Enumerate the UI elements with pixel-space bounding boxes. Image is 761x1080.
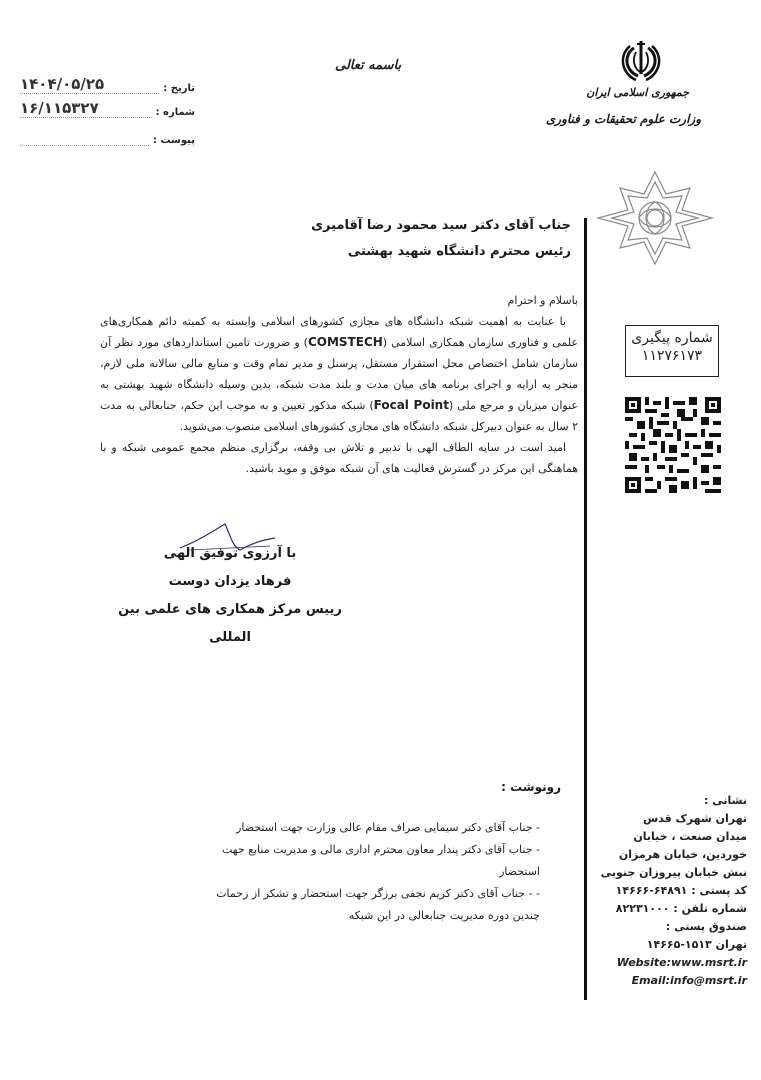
date-value: ۱۴۰۴/۰۵/۲۵ (20, 75, 105, 93)
tracking-box (625, 325, 719, 377)
focal-point-term: Focal Point (373, 398, 449, 412)
closing-phrase: با آرزوی توفیق الهی (163, 546, 297, 561)
postal-code: کد پستی : ۶۴۸۹۱-۱۴۶۶۶ (615, 884, 747, 897)
address-line: میدان صنعت ، خیابان (633, 830, 747, 843)
website-link[interactable]: Website:www.msrt.ir (616, 956, 747, 969)
government-name: جمهوری اسلامی ایران (586, 86, 689, 99)
ministry-address (587, 792, 747, 990)
paragraph-1-part-3: ) شبکه مذکور تعیین و به موجب این حکم، جنابعالی به مدت ۲ سال به عنوان دبیرکل شبکه دانشگاه های مجازی کشورهای اسلامی منصوب می‌شوید. (100, 399, 578, 433)
greeting: باسلام و احترام (507, 294, 578, 307)
po-box-label: صندوق پستی : (665, 920, 747, 933)
tracking-number: ۱۱۲۷۶۱۷۳ (641, 348, 703, 364)
addressee-name: جناب آقای دکتر سید محمود رضا آقامیری (311, 218, 571, 233)
iran-emblem-icon (620, 38, 662, 82)
number-value: ۱۶/۱۱۵۳۲۷ (20, 99, 99, 117)
addressee-title: رئیس محترم دانشگاه شهید بهشتی (347, 244, 571, 259)
number-line (20, 99, 152, 118)
signatory-name: فرهاد یزدان دوست (168, 574, 292, 589)
date-row (20, 74, 195, 94)
signatory-title: رییس مرکز همکاری های علمی بین المللی (118, 602, 342, 645)
email-link[interactable]: Email:info@msrt.ir (631, 974, 747, 987)
attachment-line (20, 132, 149, 146)
letter-body (100, 290, 578, 479)
qr-code-icon[interactable] (625, 397, 721, 493)
tracking-label: شماره پیگیری (631, 330, 713, 346)
paragraph-1-part-2: ) و ضرورت تامین استانداردهای مورد نظر آن سازمان شامل اختصاص محل استقرار مستقل، پرسنل و مدیر تمام وقت و منابع مالی سالانه ملی لازم، منجر به ارایه و اجرای برنامه های میان مدت و بلند مدت شبکه، بدین وسیله دانشگاه شهید بهشتی به عنوان میزبان و مرجع ملی ( (100, 336, 578, 412)
address-line: خوردین، خیابان هرمزان (618, 848, 747, 861)
cc-item: - جناب آقای دکتر سیمایی صراف مقام عالی وزارت جهت استحضار (236, 821, 540, 834)
number-row (20, 98, 195, 118)
paragraph-1 (100, 311, 578, 437)
cc-item: - جناب آقای دکتر پندار معاون محترم اداری مالی و مدیریت منابع جهت استحضار (221, 843, 540, 878)
ministry-name: وزارت علوم تحقیقات و فناوری (545, 112, 701, 126)
address-line: نبش خیابان پیروزان جنوبی (600, 866, 747, 879)
attachment-row (20, 126, 195, 146)
paragraph-2: امید است در سایه الطاف الهی با تدبیر و تلاش بی وقفه، برگزاری منظم مجمع عمومی شبکه و با هماهنگی این مرکز در گسترش فعالیت های آن شبکه موفق و موید باشید. (100, 441, 578, 475)
date-line (20, 75, 159, 94)
po-box: تهران ۱۵۱۳-۱۴۶۶۵ (646, 938, 747, 951)
ornament-icon (590, 168, 720, 268)
basmala: باسمه تعالی (335, 58, 402, 73)
number-label: شماره : (155, 107, 195, 118)
cc-list (190, 817, 540, 927)
attachment-label: پیوست : (152, 135, 195, 146)
cc-item: - - جناب آقای دکتر کریم نجفی برزگر جهت استحضار و تشکر از زحمات چندین دوره مدیریت جنابعالی در این شبکه (216, 887, 540, 922)
address-line: تهران شهرک قدس (643, 812, 747, 825)
paragraph-1-part-1: با عنایت به اهمیت شبکه دانشگاه های مجازی کشورهای اسلامی وابسته به کمیته دائم همکاری‌های علمی و فناوری سازمان همکاری اسلامی ( (100, 315, 578, 349)
signature-block (100, 540, 360, 652)
date-label: تاریخ : (163, 83, 195, 94)
phone-number: شماره تلفن : ۸۲۲۳۱۰۰۰ (615, 902, 747, 915)
cc-title: رونوشت : (501, 780, 561, 794)
org-acronym: COMSTECH (307, 335, 383, 349)
address-label: نشانی : (704, 794, 747, 807)
